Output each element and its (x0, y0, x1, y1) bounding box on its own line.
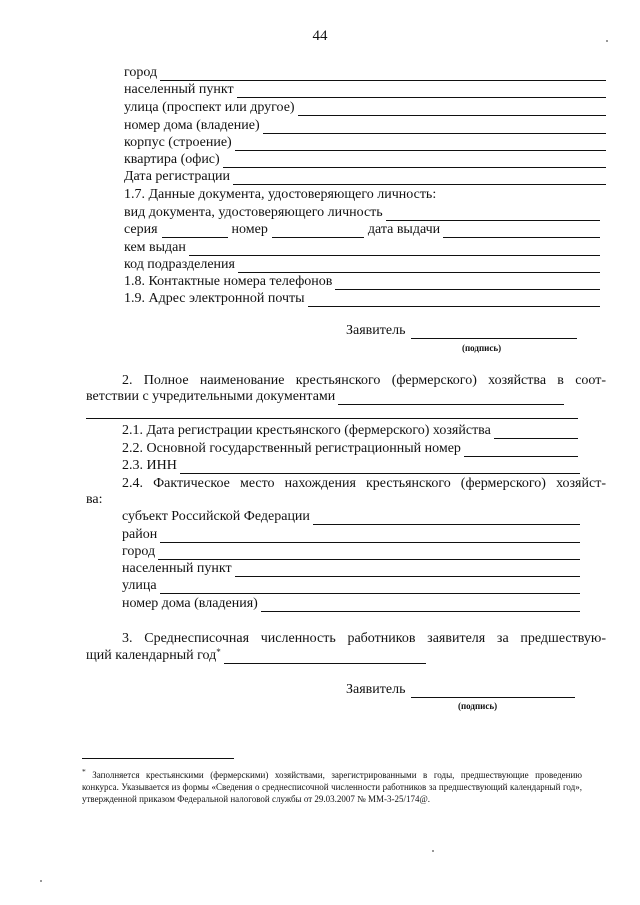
employee-count-field[interactable] (224, 651, 426, 664)
farm-settlement-field[interactable] (235, 564, 580, 577)
phones-row (124, 274, 600, 290)
farm-city-label: город (122, 544, 156, 559)
footnote-text: Заполняется крестьянскими (фермерскими) хозяйствами, зарегистрированными в годы, предшествующие проведению конкурса. Указывается из формы «Сведения о среднесписочной численности работников за предшествующий календарный год», утвержденной приказом Федеральной налоговой службы от 29.03.2007 № ММ-3-25/174@. (82, 770, 582, 804)
doc-division-field[interactable] (238, 260, 600, 273)
signature-block-1 (346, 323, 577, 339)
doc-series-row (124, 222, 600, 238)
signature-1-label: Заявитель (346, 323, 406, 338)
section2-line1: 2. Полное наименование крестьянского (фермерского) хозяйства в соот- (122, 373, 606, 388)
farm-street-field[interactable] (160, 581, 580, 594)
doc-number-field[interactable] (272, 225, 364, 238)
farm-house-row (122, 596, 580, 612)
scan-speck (606, 40, 608, 42)
applicant-house-row (124, 118, 606, 134)
farm-regdate-field[interactable] (494, 426, 578, 439)
doc-number-label: номер (231, 222, 268, 237)
identity-doc-heading: 1.7. Данные документа, удостоверяющего личность: (124, 187, 437, 202)
applicant-apartment-label: квартира (офис) (124, 152, 220, 167)
doc-series-field[interactable] (162, 225, 228, 238)
doc-issued-by-row (124, 240, 600, 256)
applicant-building-label: корпус (строение) (124, 135, 232, 150)
doc-issued-by-label: кем выдан (124, 240, 186, 255)
doc-issue-date-label: дата выдачи (367, 222, 441, 237)
applicant-regdate-field[interactable] (233, 172, 606, 185)
signature-1-caption: (подпись) (462, 343, 502, 353)
location-line2: ва: (86, 492, 103, 507)
applicant-house-field[interactable] (263, 121, 606, 134)
farm-settlement-row (122, 561, 580, 577)
section3-line2: щий календарный год (86, 648, 217, 663)
farm-name-continuation-line[interactable] (86, 418, 578, 419)
applicant-building-row (124, 135, 606, 151)
section3-line2-row (86, 648, 426, 664)
farm-subject-label: субъект Российской Федерации (122, 509, 310, 524)
farm-regdate-label: 2.1. Дата регистрации крестьянского (фермерского) хозяйства (122, 423, 491, 438)
inn-row (122, 458, 580, 474)
applicant-apartment-row (124, 152, 606, 168)
farm-district-row (122, 527, 580, 543)
farm-district-label: район (122, 527, 158, 542)
location-line2-row (86, 492, 103, 508)
signature-2-label: Заявитель (346, 682, 406, 697)
applicant-settlement-label: населенный пункт (124, 82, 234, 97)
signature-2-caption: (подпись) (458, 701, 498, 711)
footnote-separator (82, 758, 234, 759)
footnote-mark: * (82, 767, 86, 776)
signature-block-2 (346, 682, 575, 698)
applicant-city-row (124, 65, 606, 81)
applicant-street-label: улица (проспект или другое) (124, 100, 295, 115)
farm-city-field[interactable] (158, 547, 580, 560)
phones-field[interactable] (335, 277, 600, 290)
scan-speck (432, 850, 434, 852)
doc-division-row (124, 257, 600, 273)
farm-street-row (122, 578, 580, 594)
farm-city-row (122, 544, 580, 560)
doc-series-label: серия (124, 222, 158, 237)
applicant-building-field[interactable] (235, 138, 606, 151)
applicant-street-field[interactable] (298, 103, 606, 116)
phones-label: 1.8. Контактные номера телефонов (124, 274, 333, 289)
footnote (82, 766, 582, 805)
section3-line1: 3. Среднесписочная численность работников заявителя за предшествую- (122, 631, 606, 646)
page-number: 44 (312, 28, 328, 44)
applicant-city-field[interactable] (160, 68, 606, 81)
ogrn-field[interactable] (464, 444, 578, 457)
section3-footnote-mark: * (216, 647, 221, 657)
farm-house-field[interactable] (261, 599, 580, 612)
farm-subject-row (122, 509, 580, 525)
farm-subject-field[interactable] (313, 512, 580, 525)
farm-house-label: номер дома (владения) (122, 596, 258, 611)
farm-district-field[interactable] (160, 530, 580, 543)
doc-division-label: код подразделения (124, 257, 235, 272)
email-label: 1.9. Адрес электронной почты (124, 291, 305, 306)
inn-label: 2.3. ИНН (122, 458, 177, 473)
doc-type-row (124, 205, 600, 221)
ogrn-label: 2.2. Основной государственный регистрационный номер (122, 441, 461, 456)
section2-line2: ветствии с учредительными документами (86, 389, 336, 404)
ogrn-row (122, 441, 578, 457)
applicant-apartment-field[interactable] (223, 155, 606, 168)
applicant-regdate-row (124, 169, 606, 185)
applicant-city-label: город (124, 65, 158, 80)
farm-street-label: улица (122, 578, 157, 593)
inn-field[interactable] (180, 461, 580, 474)
email-field[interactable] (308, 294, 600, 307)
signature-2-field[interactable] (411, 685, 575, 698)
location-line1: 2.4. Фактическое место нахождения крестьянского (фермерского) хозяйст- (122, 476, 606, 491)
farm-regdate-row (122, 423, 578, 439)
section2-name-row (86, 389, 564, 405)
applicant-house-label: номер дома (владение) (124, 118, 260, 133)
applicant-street-row (124, 100, 606, 116)
doc-issue-date-field[interactable] (443, 225, 600, 238)
applicant-settlement-field[interactable] (237, 85, 606, 98)
doc-type-field[interactable] (386, 208, 600, 221)
scan-speck (40, 880, 42, 882)
identity-doc-heading-row (124, 187, 606, 203)
doc-type-label: вид документа, удостоверяющего личность (124, 205, 383, 220)
email-row (124, 291, 600, 307)
farm-name-field[interactable] (338, 392, 564, 405)
applicant-regdate-label: Дата регистрации (124, 169, 231, 184)
doc-issued-by-field[interactable] (189, 243, 600, 256)
farm-settlement-label: населенный пункт (122, 561, 232, 576)
signature-1-field[interactable] (411, 326, 577, 339)
applicant-settlement-row (124, 82, 606, 98)
